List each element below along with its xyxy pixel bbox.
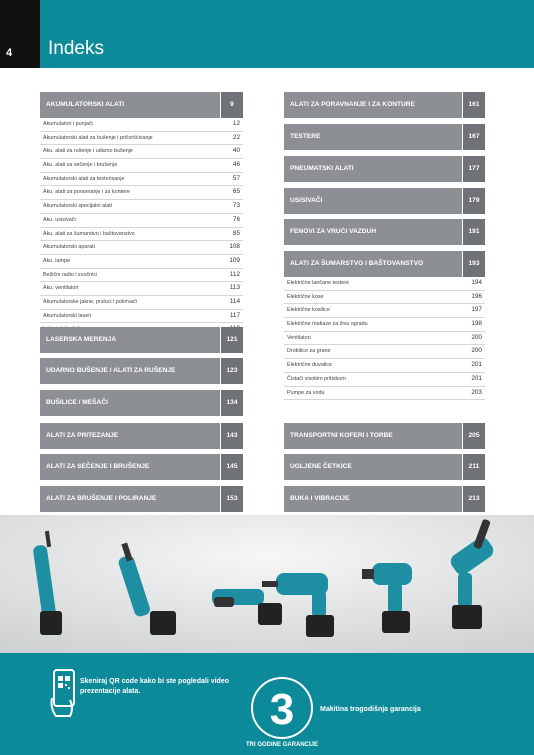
row-page: 114	[229, 297, 240, 305]
row-label: Električne kose	[287, 293, 324, 300]
row-page: 200	[471, 347, 482, 355]
section-brusenje-poliranje[interactable]	[40, 486, 243, 512]
section-page: 193	[462, 251, 485, 277]
list-item[interactable]	[284, 318, 485, 332]
row-page: 200	[471, 333, 482, 341]
row-label: Akumulatori i punjači	[43, 121, 93, 127]
warranty-text: Makitina trogodišnja garancija	[320, 706, 421, 713]
row-page: 22	[232, 133, 240, 141]
section-label: UDARNO BUŠENJE / ALATI ZA RUŠENJE	[46, 367, 176, 374]
list-item[interactable]	[40, 118, 243, 132]
section-page: 205	[462, 423, 485, 449]
list-item[interactable]	[284, 373, 485, 387]
section-label: TESTERE	[290, 133, 321, 140]
row-page: 113	[229, 284, 240, 292]
row-label: Aku. usisivači	[43, 216, 76, 223]
section-page: 211	[462, 454, 485, 480]
section-fenovi[interactable]	[284, 219, 485, 245]
page-title: Indeks	[48, 38, 104, 59]
row-page: 40	[232, 147, 240, 155]
section-ugljene-cetkice[interactable]	[284, 454, 485, 480]
row-page: 112	[229, 270, 240, 278]
list-item[interactable]	[40, 296, 243, 310]
row-label: Akumulatorski aparati	[43, 244, 95, 251]
list-item[interactable]	[40, 255, 243, 269]
row-page: 201	[471, 374, 482, 382]
list-item[interactable]	[284, 332, 485, 346]
row-label: Akumulatorski specijalni alati	[43, 203, 112, 210]
row-label: Električne duvalice	[287, 362, 332, 369]
list-item[interactable]	[40, 186, 243, 200]
section-page: 9	[220, 92, 243, 118]
list-item[interactable]	[40, 241, 243, 255]
qr-scan-text: Skeniraj QR code kako bi ste pogledali video prezentacije alata.	[80, 678, 229, 695]
row-label: Akumulatorski laseri	[43, 312, 92, 319]
row-page: 46	[232, 161, 240, 169]
section-usisivaci[interactable]	[284, 188, 485, 214]
row-label: Bežični radio i zvučnici	[43, 271, 98, 278]
list-item[interactable]	[284, 345, 485, 359]
section-page: 161	[462, 92, 485, 118]
section-page: 177	[462, 156, 485, 182]
row-page: 65	[232, 188, 240, 196]
list-item[interactable]	[40, 159, 243, 173]
row-label: Aku. alati za šumarstvo i baštovanstvo	[43, 230, 135, 237]
section-sumarstvo[interactable]	[284, 251, 485, 277]
list-item[interactable]	[40, 310, 243, 324]
row-label: Pumpe za vodu	[287, 389, 325, 396]
row-page: 194	[471, 279, 482, 286]
row-page: 73	[232, 202, 240, 210]
row-label: Čistači visokim pritiskom	[287, 375, 346, 382]
row-page: 12	[232, 120, 240, 127]
row-page: 201	[471, 361, 482, 369]
row-page: 196	[471, 292, 482, 300]
section-label: BUŠILICE / MEŠAČI	[46, 399, 108, 406]
list-item[interactable]	[40, 282, 243, 296]
row-label: Aku. alati za poravnanje i za kontere	[43, 189, 130, 196]
page-header	[0, 0, 534, 68]
right-row-list	[284, 277, 485, 400]
row-page: 108	[229, 243, 240, 251]
header-teal-band	[40, 0, 534, 68]
list-item[interactable]	[284, 387, 485, 401]
section-label: ALATI ZA PRITEZANJE	[46, 432, 119, 439]
section-akumulatorski-alati[interactable]	[40, 92, 243, 118]
section-page: 191	[462, 219, 485, 245]
section-page: 145	[220, 454, 243, 480]
section-label: LASERSKA MERENJA	[46, 336, 117, 343]
row-label: Ventilatori	[287, 334, 311, 341]
list-item[interactable]	[40, 173, 243, 187]
section-buka-vibracije[interactable]	[284, 486, 485, 512]
row-page: 197	[471, 306, 482, 314]
section-testere[interactable]	[284, 124, 485, 150]
section-page: 123	[220, 358, 243, 384]
badge-number: 3	[269, 685, 295, 734]
list-item[interactable]	[40, 269, 243, 283]
section-alati-za-pritezanje[interactable]	[40, 423, 243, 449]
list-item[interactable]	[284, 277, 485, 291]
section-poravnanje-konture[interactable]	[284, 92, 485, 118]
section-label: FENOVI ZA VRUĆI VAZDUH	[290, 228, 377, 235]
section-transportni-koferi[interactable]	[284, 423, 485, 449]
row-page: 198	[471, 320, 482, 328]
section-busilice-mesaci[interactable]	[40, 390, 243, 416]
list-item[interactable]	[40, 200, 243, 214]
section-page: 121	[220, 327, 243, 353]
list-item[interactable]	[284, 291, 485, 305]
row-page: 57	[232, 174, 240, 182]
section-label: AKUMULATORSKI ALATI	[46, 101, 125, 108]
section-page: 179	[462, 188, 485, 214]
row-page: 117	[229, 311, 240, 319]
row-page: 76	[232, 215, 240, 223]
product-photo	[0, 515, 534, 653]
page-number: 4	[6, 47, 13, 59]
list-item[interactable]	[40, 145, 243, 159]
row-label: Aku. ventilatori	[43, 285, 79, 292]
list-item[interactable]	[40, 132, 243, 146]
section-label: ALATI ZA SEČENJE I BRUŠENJE	[46, 463, 150, 470]
section-label: PNEUMATSKI ALATI	[290, 165, 354, 172]
section-udarno-busenje[interactable]	[40, 358, 243, 384]
row-label: Akumulatorski alati za bušenje i pričvršćivanje	[43, 134, 153, 141]
row-label: Akumulatorski alati za testerisanje	[43, 175, 125, 182]
section-label: TRANSPORTNI KOFERI I TORBE	[290, 432, 393, 439]
section-laserska-merenja[interactable]	[40, 327, 243, 353]
section-page: 153	[220, 486, 243, 512]
section-page: 143	[220, 423, 243, 449]
row-label: Akumulatorske jakne, prsluci i pokrivači	[43, 298, 138, 305]
list-item[interactable]	[284, 359, 485, 373]
row-page: 85	[232, 229, 240, 237]
section-label: ALATI ZA PORAVNANJE I ZA KONTURE	[290, 101, 415, 108]
row-page: 109	[229, 256, 240, 264]
row-label: Električne lančane testere	[287, 280, 350, 286]
section-pneumatski-alati[interactable]	[284, 156, 485, 182]
row-page: 203	[471, 388, 482, 396]
row-label: Električne makaze za živu ogradu	[287, 321, 368, 328]
row-label: Aku. lampe	[43, 257, 70, 264]
row-label: Aku. alati za sečenje i brušenje	[43, 162, 118, 169]
power-tools-illustration	[0, 515, 534, 653]
list-item[interactable]	[40, 228, 243, 242]
section-page: 213	[462, 486, 485, 512]
list-item[interactable]	[284, 304, 485, 318]
qr-phone-icon	[48, 668, 78, 720]
row-label: Električne kosilice	[287, 307, 330, 314]
section-page: 167	[462, 124, 485, 150]
section-label: UGLJENE ČETKICE	[290, 463, 352, 470]
section-label: USISIVAČI	[290, 197, 323, 204]
row-label: Drobilice za grane	[287, 348, 331, 355]
row-label: Aku. alati za rušenje i udarno bušenje	[43, 148, 133, 155]
section-secenje-brusenje[interactable]	[40, 454, 243, 480]
section-label: ALATI ZA ŠUMARSTVO I BAŠTOVANSTVO	[290, 260, 424, 267]
list-item[interactable]	[40, 214, 243, 228]
three-year-warranty-badge	[245, 668, 319, 750]
section-page: 134	[220, 390, 243, 416]
section-label: BUKA I VIBRACIJE	[290, 495, 350, 502]
left-row-list	[40, 118, 243, 337]
badge-text: TRI GODINE GARANCIJE	[245, 742, 319, 748]
section-label: ALATI ZA BRUŠENJE I POLIRANJE	[46, 495, 157, 502]
